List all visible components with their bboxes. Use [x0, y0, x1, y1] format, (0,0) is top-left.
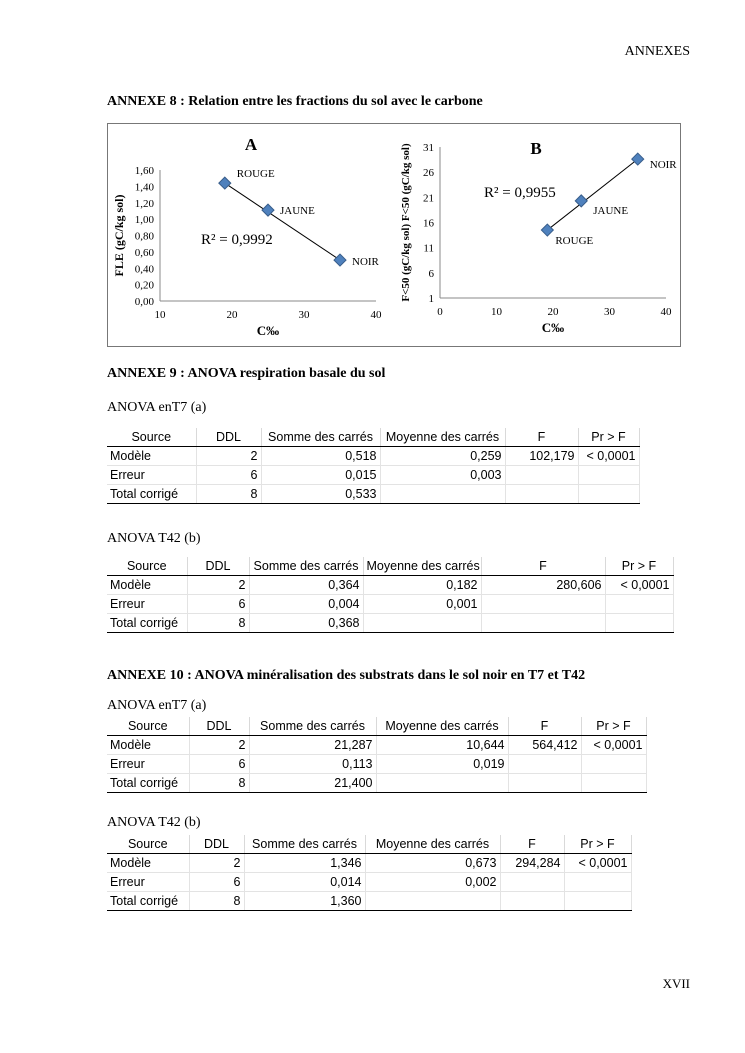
table-cell: Total corrigé — [107, 774, 189, 793]
chart-title: A — [244, 135, 258, 154]
table-cell: Modèle — [107, 576, 187, 595]
table-cell: 0,004 — [249, 595, 363, 614]
table-header-cell: Moyenne des carrés — [363, 557, 481, 576]
table-header-cell: Source — [107, 428, 196, 447]
table-cell: 2 — [189, 854, 244, 873]
table-cell: Erreur — [107, 595, 187, 614]
table-row — [107, 774, 646, 793]
table-row — [107, 576, 673, 595]
table-cell: 0,014 — [244, 873, 365, 892]
annex9-table-b — [107, 557, 674, 633]
table-cell: 102,179 — [505, 447, 578, 466]
table-cell — [581, 755, 646, 774]
table-cell — [581, 774, 646, 793]
chart-a — [108, 124, 394, 346]
y-tick-label: 0,80 — [134, 230, 154, 243]
y-tick-label: 6 — [428, 267, 434, 280]
table-cell: 0,019 — [376, 755, 508, 774]
table-header-cell: Source — [107, 557, 187, 576]
table-header-cell: Source — [107, 835, 189, 854]
table-cell: < 0,0001 — [605, 576, 673, 595]
table-header-cell: Pr > F — [564, 835, 631, 854]
y-axis-label: F<50 (gC/kg sol) F<50 (gC/kg sol) — [400, 143, 412, 302]
y-tick-label: 26 — [423, 167, 434, 180]
table-header-cell: F — [508, 717, 581, 736]
point-label: ROUGE — [236, 168, 275, 181]
table-cell: 0,533 — [261, 485, 380, 504]
table-cell — [365, 892, 500, 911]
table-header-cell: Moyenne des carrés — [380, 428, 505, 447]
table-row — [107, 614, 673, 633]
x-tick-label: 20 — [547, 306, 559, 318]
table-header-cell: Somme des carrés — [249, 557, 363, 576]
table-cell — [380, 485, 505, 504]
table-cell: 8 — [196, 485, 261, 504]
annex9-title: ANNEXE 9 : ANOVA respiration basale du sol — [107, 366, 386, 381]
data-point-jaune — [575, 195, 587, 207]
table-cell: 8 — [187, 614, 249, 633]
table-cell: Erreur — [107, 466, 196, 485]
table-cell — [376, 774, 508, 793]
table-cell: Modèle — [107, 447, 196, 466]
table-cell: 0,003 — [380, 466, 505, 485]
table-cell: Erreur — [107, 873, 189, 892]
table-cell — [508, 755, 581, 774]
table-cell: 21,287 — [249, 736, 376, 755]
table-header-cell: F — [500, 835, 564, 854]
table-header-cell: Somme des carrés — [249, 717, 376, 736]
y-tick-label: 1,20 — [134, 197, 154, 210]
table-cell — [605, 614, 673, 633]
x-tick-label: 10 — [154, 309, 166, 321]
y-tick-label: 16 — [423, 217, 434, 230]
annex10-table-b — [107, 835, 632, 911]
data-point-rouge — [219, 177, 231, 189]
annex9-table-a-caption: ANOVA enT7 (a) — [107, 400, 207, 415]
table-cell: 21,400 — [249, 774, 376, 793]
table-cell: < 0,0001 — [581, 736, 646, 755]
point-label: NOIR — [649, 159, 677, 172]
y-tick-label: 0,20 — [134, 279, 154, 292]
x-axis-label: C‰ — [256, 323, 280, 338]
table-cell: 294,284 — [500, 854, 564, 873]
table-cell: 6 — [189, 755, 249, 774]
r-squared-label: R² = 0,9955 — [484, 185, 556, 201]
y-tick-label: 1 — [428, 293, 434, 305]
x-tick-label: 30 — [298, 309, 310, 321]
y-tick-label: 0,60 — [134, 246, 154, 259]
table-cell: 2 — [187, 576, 249, 595]
annex10-table-b-caption: ANOVA T42 (b) — [107, 815, 201, 830]
table-row — [107, 485, 639, 504]
annex10-table-a-caption: ANOVA enT7 (a) — [107, 698, 207, 713]
table-cell — [500, 892, 564, 911]
table-cell: 1,346 — [244, 854, 365, 873]
table-cell — [578, 466, 639, 485]
table-row — [107, 736, 646, 755]
table-header-cell: Pr > F — [605, 557, 673, 576]
table-cell: 0,001 — [363, 595, 481, 614]
chart-title: B — [530, 139, 542, 158]
trendline — [225, 183, 340, 260]
annex10-title: ANNEXE 10 : ANOVA minéralisation des substrats dans le sol noir en T7 et T42 — [107, 668, 586, 683]
table-header-cell: Pr > F — [578, 428, 639, 447]
table-cell — [481, 614, 605, 633]
table-row — [107, 466, 639, 485]
table-header-cell: Moyenne des carrés — [365, 835, 500, 854]
table-cell: 6 — [187, 595, 249, 614]
table-cell: 6 — [189, 873, 244, 892]
y-tick-label: 21 — [423, 192, 434, 205]
table-header-cell: Pr > F — [581, 717, 646, 736]
y-tick-label: 0,00 — [134, 296, 154, 308]
table-cell: 0,182 — [363, 576, 481, 595]
table-cell: 0,002 — [365, 873, 500, 892]
table-cell — [564, 892, 631, 911]
table-cell: Total corrigé — [107, 614, 187, 633]
y-tick-label: 1,40 — [134, 181, 154, 194]
x-tick-label: 20 — [226, 309, 238, 321]
table-cell: Erreur — [107, 755, 189, 774]
table-cell: 1,360 — [244, 892, 365, 911]
page-number: XVII — [662, 976, 690, 991]
table-header-cell: Somme des carrés — [244, 835, 365, 854]
table-cell: Total corrigé — [107, 485, 196, 504]
table-cell: 280,606 — [481, 576, 605, 595]
table-row — [107, 854, 631, 873]
table-cell — [605, 595, 673, 614]
table-cell — [564, 873, 631, 892]
table-cell: 0,113 — [249, 755, 376, 774]
table-row — [107, 873, 631, 892]
x-tick-label: 40 — [660, 306, 672, 318]
table-header-cell: DDL — [189, 835, 244, 854]
table-row — [107, 892, 631, 911]
table-cell: 0,015 — [261, 466, 380, 485]
table-row — [107, 595, 673, 614]
table-header-cell: DDL — [189, 717, 249, 736]
table-header-cell: Source — [107, 717, 189, 736]
table-cell: 0,364 — [249, 576, 363, 595]
y-tick-label: 1,00 — [134, 214, 154, 227]
chart-b — [394, 124, 680, 346]
table-cell: 6 — [196, 466, 261, 485]
annex9-table-a — [107, 428, 640, 504]
annex8-title: ANNEXE 8 : Relation entre les fractions du sol avec le carbone — [107, 94, 483, 109]
annex10-table-a — [107, 717, 647, 793]
y-tick-label: 1,60 — [134, 165, 154, 177]
point-label: JAUNE — [593, 204, 629, 217]
y-tick-label: 0,40 — [134, 263, 154, 276]
data-point-rouge — [541, 224, 553, 236]
y-tick-label: 11 — [423, 242, 434, 255]
table-cell — [363, 614, 481, 633]
table-cell: < 0,0001 — [578, 447, 639, 466]
table-row — [107, 755, 646, 774]
table-cell — [508, 774, 581, 793]
table-header-cell: DDL — [196, 428, 261, 447]
point-label: NOIR — [352, 256, 379, 269]
table-header-cell: Moyenne des carrés — [376, 717, 508, 736]
table-header-cell: DDL — [187, 557, 249, 576]
table-cell: Modèle — [107, 854, 189, 873]
table-cell — [505, 466, 578, 485]
trendline — [547, 159, 637, 230]
table-cell: 0,518 — [261, 447, 380, 466]
r-squared-label: R² = 0,9992 — [201, 232, 273, 248]
table-cell — [481, 595, 605, 614]
point-label: JAUNE — [280, 205, 315, 218]
y-axis-label: FLE (gC/kg sol) — [112, 194, 126, 277]
x-axis-label: C‰ — [541, 320, 565, 335]
data-point-noir — [334, 254, 346, 266]
table-cell: 8 — [189, 892, 244, 911]
point-label: ROUGE — [555, 235, 594, 248]
table-cell — [578, 485, 639, 504]
annex8-chart-frame — [107, 123, 681, 347]
table-cell: 0,368 — [249, 614, 363, 633]
page-header: ANNEXES — [624, 44, 690, 59]
y-tick-label: 31 — [423, 142, 434, 154]
x-tick-label: 0 — [437, 306, 443, 318]
table-cell: 0,673 — [365, 854, 500, 873]
table-cell: 2 — [189, 736, 249, 755]
table-cell: 2 — [196, 447, 261, 466]
x-tick-label: 30 — [604, 306, 615, 318]
table-header-cell: F — [481, 557, 605, 576]
table-cell: 10,644 — [376, 736, 508, 755]
data-point-noir — [632, 153, 644, 165]
table-cell: Modèle — [107, 736, 189, 755]
table-cell: 0,259 — [380, 447, 505, 466]
table-cell — [505, 485, 578, 504]
annex9-table-b-caption: ANOVA T42 (b) — [107, 531, 201, 546]
table-cell: < 0,0001 — [564, 854, 631, 873]
table-cell: 8 — [189, 774, 249, 793]
x-tick-label: 40 — [370, 309, 382, 321]
table-cell — [500, 873, 564, 892]
table-cell: 564,412 — [508, 736, 581, 755]
table-row — [107, 447, 639, 466]
table-header-cell: Somme des carrés — [261, 428, 380, 447]
table-header-cell: F — [505, 428, 578, 447]
table-cell: Total corrigé — [107, 892, 189, 911]
x-tick-label: 10 — [491, 306, 502, 318]
